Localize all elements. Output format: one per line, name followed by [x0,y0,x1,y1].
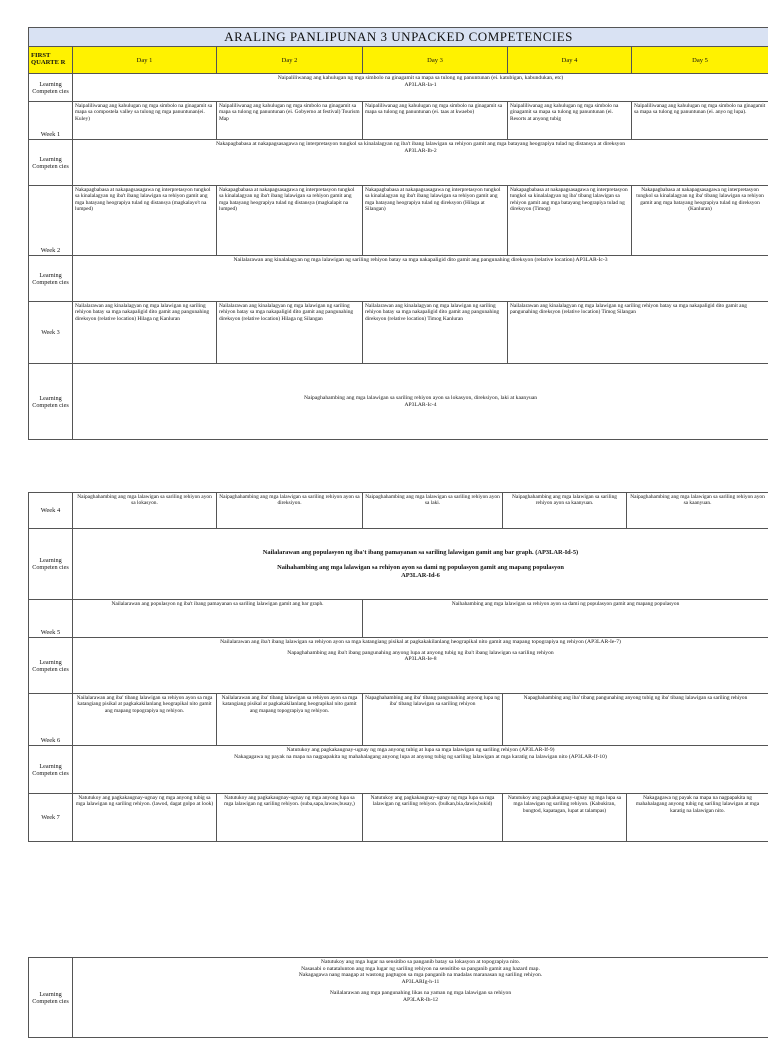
day-header: Day 1 [73,47,217,74]
lc-label: Learning Competen cies [29,364,73,440]
competency-text: Natutukoy ang mga lugar na sensitibo sa panganib batay sa lokasyon at topograpiya nito. Nasasabi o natatalunton ang mga lugar ng sariling rehiyon na sensitibo sa panganib gamit ang hazard map. Nakagagawa nang maagap at wastong pagtugon sa mga panganib na madalas maranasan ng sariling rehiyon. AP3LARIg-h-11 Nailalarawan ang mga pangunahing likas na yaman ng mga lalawigan sa rehiyon AP3LAR-Ih-12 [73,958,768,1038]
day-cell: Nakapagbabasa at nakapagsasagawa ng interpretasyon tungkol sa kinalalagyan ng iba' tibang lalawigan sa rehiyon gamit ang mga batayang heograpiya tulad ng direksyon (Timog) [508,186,632,256]
day-cell: Naipaliliwanag ang kahulugan ng mga simbolo na ginagamit sa mapa sa tulong ng panuntunan (ei. taas at kwaebo) [363,102,508,140]
lc-label: Learning Competen cies [29,529,73,600]
day-cell: Naipaghahambing ang mga lalawigan sa sariling rehiyon ayon sa kaanyuan. [627,493,768,529]
day-cell: Nailalarawan ang iba' tibang lalawigan sa rehiyon ayon sa mga katangiang pisikal at pagkakakilanlang heograpikal nito gamit ang mapang topograpiya ng rehiyon. [217,694,363,746]
day-cell: Naipaghahambing ang mga lalawigan sa sariling rehiyon ayon sa laki. [363,493,503,529]
week-label: Week 4 [29,493,73,529]
competency-text: Naipaliliwanag ang kahulugan ng mga simbolo na ginagamit sa mapa sa tulong ng panuntunan (ei. katubigan, kabundukan, etc) AP3LAR-Ia-1 [73,74,768,102]
lc-label: Learning Competen cies [29,638,73,694]
day-cell: Natutukoy ang pagkakaugnay-ugnay ng mga lupa sa mga lalawigan ng sariling rehiyon. (bulkan,bia,dawis,bukid) [363,794,503,842]
day-cell: Nakapagbabasa at nakapagsasagawa ng interpretasyon tungkol sa kinalalagyan ng iba't ibang lalawigan sa rehiyon gamit ang mga batayang heograpiya tulad ng distansya (magkalayo't na lumped) [73,186,217,256]
competency-text: Natutukoy ang pagkakaugnay-ugnay ng mga anyong tubig at lupa sa mga lalawigan ng sariling rehiyon (AP3LAR-If-9) Nakagagawa ng payak na mapa na nagpapakita ng mahahalagang anyong lupa at anyong tubig ng sariling lalawigan at mga karatig na lalawigan nito (AP3LAR-If-10) [73,746,768,794]
quarter-label: FIRST QUARTE R [29,47,73,74]
day-cell: Napaghahambing ang iba' tibang pangunahing anyong lupa ng iba' tibang lalawigan sa sariling rehiyon [363,694,503,746]
competency-text: Nailalarawan ang kinalalagyan ng mga lalawigan ng sariling rehiyon batay sa mga nakapaligid dito gamit ang pangunahing direksyon (relative location) AP3LAR-Ic-3 [73,256,768,302]
competency-table-2 [28,492,768,842]
week-label: Week 7 [29,794,73,842]
day-cell: Natutukoy ang pagkakaugnay-ugnay ng mga lupa sa mga lalawigan ng sariling rehiyon. (Kabukiran, bungtod, kapatagan, lupat at talampas) [503,794,627,842]
day-cell: Nakapagbabasa at nakapagsasagawa ng interpretasyon tungkol sa kinalalagyan ng iba't ibang lalawigan sa rehiyon gamit ang mga batayang heograpiya tulad ng distansya (magkalapit na lumped) [217,186,363,256]
competency-text: Nailalarawan ang iba't ibang lalawigan sa rehiyon ayon sa mga katangiang pisikal at pagkakakilanlang heograpikal nito gamit ang mapang topograpiya ng rehiyon (AP3LAR-Ie-7) Napaghahambing ang iba't ibang pangunahing anyong lupa at anyong tubig ng iba't ibang lalawigan sa sariling rehiyon AP3LAR-Ie-8 [73,638,768,694]
day-header: Day 3 [363,47,508,74]
week-label: Week 1 [29,102,73,140]
day-cell: Naipaliliwanag ang kahulugan ng mga simbolo na ginagamit sa mapa sa tulong ng panuntunan (ei. anyo ng lupa). [632,102,768,140]
day-cell: Naihahambing ang mga lalawigan sa rehiyon ayon sa dami ng populasyon gamit ang mapang populasyon [363,600,768,638]
lc-label: Learning Competen cies [29,256,73,302]
day-cell: Naipaghahambing ang mga lalawigan sa sariling rehiyon ayon sa direksiyon. [217,493,363,529]
day-cell: Naipaghahambing ang mga lalawigan sa sariling rehiyon ayon sa lokasyon. [73,493,217,529]
day-cell: Nailalarawan ang kinalalagyan ng mga lalawigan ng sariling rehiyon batay sa mga nakapaligid dito gamit ang pangunahing direksyon (relative location) Hilaga ng Kanluran [73,302,217,364]
day-cell: Naipaliliwanag ang kahulugan ng mga simbolo na ginagamit sa mapa sa tulong ng panuntunan (ei. Resorts at anyong tubig [508,102,632,140]
week-label: Week 3 [29,302,73,364]
day-cell: Natutukoy ang pagkakaugnay-ugnay ng mga anyong tubig sa mga lalawigan ng sariling rehiyon. (lawod, dagat golpo at look) [73,794,217,842]
day-header: Day 5 [632,47,768,74]
day-header: Day 4 [508,47,632,74]
day-cell: Nailalarawan ang kinalalagyan ng mga lalawigan ng sariling rehiyon batay sa mga nakapaligid dito gamit ang pangunahing direksyon (relative location) Timog Kanluran [363,302,508,364]
competency-text: Naipaghahambing ang mga lalawigan sa sariling rehiyon ayon sa lokasyon, direksiyon, laki at kaanyuan AP3LAR-Ic-4 [73,364,768,440]
competency-table-1 [28,27,768,440]
page-title: ARALING PANLIPUNAN 3 UNPACKED COMPETENCIES [29,28,768,47]
day-cell: Naipaghahambing ang mga lalawigan sa sariling rehiyon ayon sa kaanyuan. [503,493,627,529]
day-cell: Nakapagbabasa at nakapagsasagawa ng interpretasyon tungkol sa kinalalagyan ng iba' tibang lalawigan sa rehiyon gamit ang mga batayang heograpiya tulad ng direksyon (Kanluran) [632,186,768,256]
day-cell: Nakapagbabasa at nakapagsasagawa ng interpretasyon tungkol sa kinalalagyan ng iba't ibang lalawigan sa rehiyon gamit ang mga batayang heograpiya tulad ng direksyon (Hilaga at Silangan) [363,186,508,256]
lc-label: Learning Competen cies [29,746,73,794]
day-cell: Naipaliliwanag ang kahulugan ng mga simbolo na ginagamit sa mapa sa tulong ng panuntunan (ei. Gobyerno at festival) Tourism Map [217,102,363,140]
day-cell: Nailalarawan ang populasyon ng iba't ibang pamayanan sa sariling lalawigan gamit ang bar graph. [73,600,363,638]
day-cell: Napaghahambing ang iba' tibang pangunahing anyong tubig ng iba' tibang lalawigan sa sariling rehiyon [503,694,768,746]
competency-text: Nakapagbabasa at nakapagsasagawa ng interpretasyon tungkol sa kinalalagyan ng iba't ibang lalawigan sa rehiyon gamit ang mga batayang heograpiya tulad ng distansya at direksyon AP3LAR-Ib-2 [73,140,768,186]
lc-label: Learning Competen cies [29,140,73,186]
day-cell: Naipaliliwanag ang kahulugan ng mga simbolo na ginagamit sa mapa sa compostela valley sa tulong ng mga panuntunan(ei. Kuley) [73,102,217,140]
lc-label: Learning Competen cies [29,74,73,102]
day-header: Day 2 [217,47,363,74]
day-cell: Nakagagawa ng payak na mapa na nagpapakita ng mahahalagang anyong tubig ng sariling lalawigan at mga karatig na lalawigan nito. [627,794,768,842]
week-label: Week 5 [29,600,73,638]
competency-text: Nailalarawan ang populasyon ng iba't ibang pamayanan sa sariling lalawigan gamit ang bar graph. (AP3LAR-Id-5) Naihahambing ang mga lalawigan sa rehiyon ayon sa dami ng populasyon gamit ang mapang populasyon AP3LAR-Id-6 [73,529,768,600]
week-label: Week 6 [29,694,73,746]
day-cell: Nailalarawan ang kinalalagyan ng mga lalawigan ng sariling rehiyon batay sa mga nakapaligid dito gamit ang pangunahing direksyon (relative location) Hilaga ng Silangan [217,302,363,364]
lc-label: Learning Competen cies [29,958,73,1038]
day-cell: Nailalarawan ang kinalalagyan ng mga lalawigan ng sariling rehiyon batay sa mga nakapaligid dito gamit ang pangunahing direksyon (relative location) Timog Silangan [508,302,768,364]
week-label: Week 2 [29,186,73,256]
day-cell: Natutukoy ang pagkakaugnay-ugnay ng mga anyong lupa sa mga lalawigan ng sariling rehiyon. (suba,sapa,lawaw,busay,) [217,794,363,842]
competency-table-3 [28,957,768,1038]
day-cell: Nailalarawan ang iba' tibang lalawigan sa rehiyon ayon sa mga katangiang pisikal at pagkakakilanlang heograpikal nito gamit ang mapang topograpiya ng rehiyon. [73,694,217,746]
